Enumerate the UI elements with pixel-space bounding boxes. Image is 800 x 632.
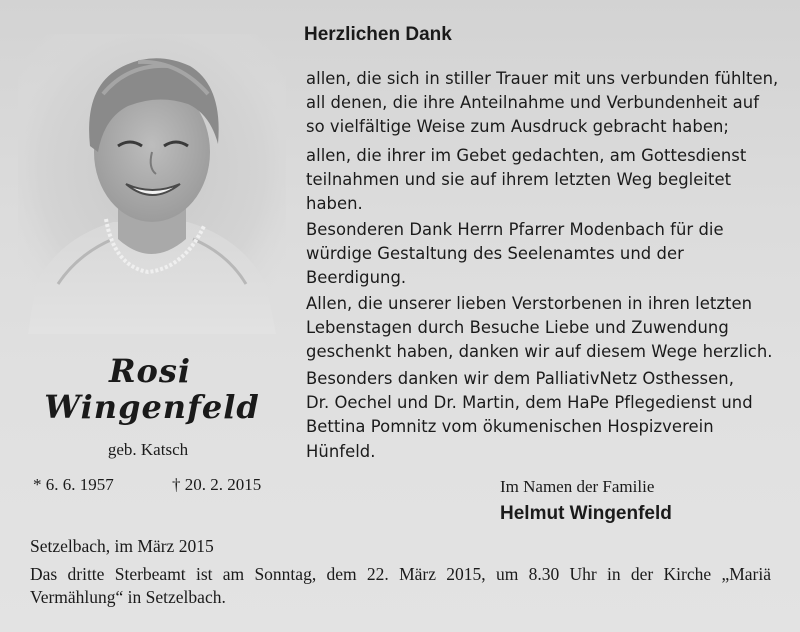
text-line: würdige Gestaltung des Seelenamtes und der xyxy=(306,244,684,264)
text-line: Besonders danken wir dem PalliativNetz Osthessen, xyxy=(306,369,734,388)
thanks-paragraph xyxy=(306,367,776,464)
death-date: † 20. 2. 2015 xyxy=(172,475,262,494)
thanks-paragraph xyxy=(306,292,776,365)
text-line: allen, die ihrer im Gebet gedachten, am Gottesdienst xyxy=(306,146,747,165)
text-line: Hünfeld. xyxy=(306,441,376,461)
text-line: geschenkt haben, danken wir auf diesem Wege herzlich. xyxy=(306,342,773,362)
place-date: Setzelbach, im März 2015 xyxy=(30,536,214,556)
thanks-paragraph xyxy=(306,67,779,140)
text-line: teilnahmen und sie auf ihrem letzten Weg begleitet xyxy=(306,170,732,190)
text-line: Bettina Pomnitz vom ökumenischen Hospizverein xyxy=(306,417,714,437)
signature-intro: Im Namen der Familie xyxy=(500,477,655,496)
text-line: Lebenstagen durch Besuche Liebe und Zuwendung xyxy=(306,318,729,338)
deceased-first-name: Rosi xyxy=(108,352,192,390)
birth-date: * 6. 6. 1957 xyxy=(33,475,114,494)
text-line: Besonderen Dank Herrn Pfarrer Modenbach für die xyxy=(306,220,724,239)
service-notice: Das dritte Sterbeamt ist am Sonntag, dem 22. März 2015, um 8.30 Uhr in der Kirche „Mariä Vermählung“ in Setzelbach. xyxy=(30,564,771,607)
text-line: allen, die sich in stiller Trauer mit uns verbunden fühlten, xyxy=(306,69,779,88)
thanks-heading: Herzlichen Dank xyxy=(304,24,452,45)
text-line: so vielfältige Weise zum Ausdruck gebracht haben; xyxy=(306,117,729,137)
thanks-paragraph xyxy=(306,218,776,291)
text-line: all denen, die ihre Anteilnahme und Verbundenheit auf xyxy=(306,93,760,113)
text-line: Allen, die unserer lieben Verstorbenen in ihren letzten xyxy=(306,294,753,313)
text-line: Beerdigung. xyxy=(306,268,407,288)
text-line: Dr. Oechel und Dr. Martin, dem HaPe Pflegedienst und xyxy=(306,393,753,413)
text-line: haben. xyxy=(306,194,363,214)
birth-name: geb. Katsch xyxy=(107,440,189,459)
deceased-last-name: Wingenfeld xyxy=(44,388,260,426)
signature-name: Helmut Wingenfeld xyxy=(500,503,672,524)
portrait-photo xyxy=(18,34,286,334)
thanks-paragraph xyxy=(306,144,776,217)
